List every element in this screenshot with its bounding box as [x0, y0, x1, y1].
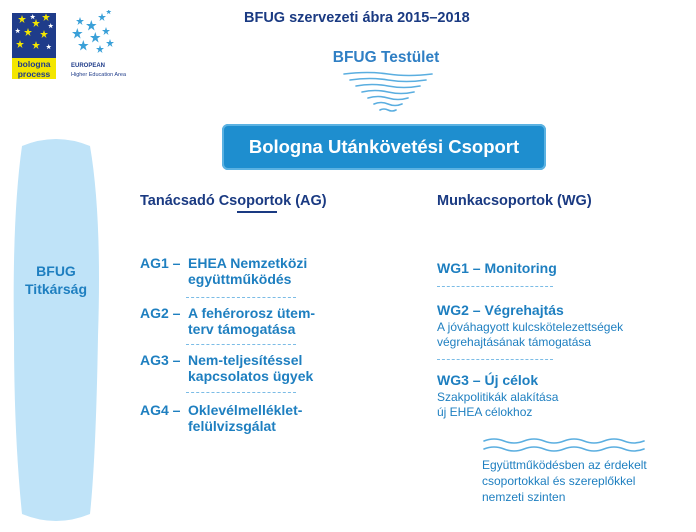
page-title: BFUG szervezeti ábra 2015–2018 [244, 10, 470, 26]
bfug-board-label: BFUG Testület [332, 49, 440, 66]
working-group-wg2-title: WG2 – Végrehajtás [437, 302, 564, 318]
bologna-logo-text: bologna process [12, 58, 56, 79]
ehea-logo-subtext: Higher Education Area [71, 72, 127, 78]
advisory-item-ag4: AG4 – Oklevélmelléklet- felülvizsgálat [140, 402, 303, 434]
working-group-wg3-description: Szakpolitikák alakítása új EHEA célokhoz [437, 390, 559, 419]
working-groups-heading: Munkacsoportok (WG) [437, 193, 592, 209]
ehea-logo-text: EUROPEAN [71, 63, 106, 69]
separator [186, 392, 296, 393]
working-group-wg1-title: WG1 – Monitoring [437, 260, 557, 276]
wave-lines-icon [482, 437, 652, 453]
separator [186, 344, 296, 345]
funnel-lines-icon [340, 70, 436, 116]
separator [186, 297, 296, 298]
bologna-process-logo [12, 13, 56, 79]
working-group-wg3-title: WG3 – Új célok [437, 372, 539, 388]
advisory-item-ag2: AG2 – A fehérorosz ütem- terv támogatása [140, 305, 316, 337]
separator [437, 359, 553, 360]
cooperation-note: Együttműködésben az érdekelt csoportokkal és szereplőkkel nemzeti szinten [482, 458, 647, 504]
advisory-item-ag1: AG1 – EHEA Nemzetközi együttműködés [140, 255, 308, 287]
follow-up-group-label: Bologna Utánkövetési Csoport [248, 136, 520, 157]
secretariat-label: BFUG Titkárság [25, 263, 87, 297]
secretariat-shape [8, 136, 104, 524]
ehea-logo [66, 10, 156, 80]
advisory-groups-heading: Tanácsadó Csoportok (AG) [140, 193, 327, 209]
advisory-heading-underline [237, 211, 277, 213]
separator [437, 286, 553, 287]
ehea-stars-icon [68, 10, 118, 62]
working-group-wg2-description: A jóváhagyott kulcskötelezettségek végrehajtásának támogatása [437, 320, 624, 349]
advisory-item-ag3: AG3 – Nem-teljesítéssel kapcsolatos ügyek [140, 352, 314, 384]
stars-icon [12, 13, 56, 58]
